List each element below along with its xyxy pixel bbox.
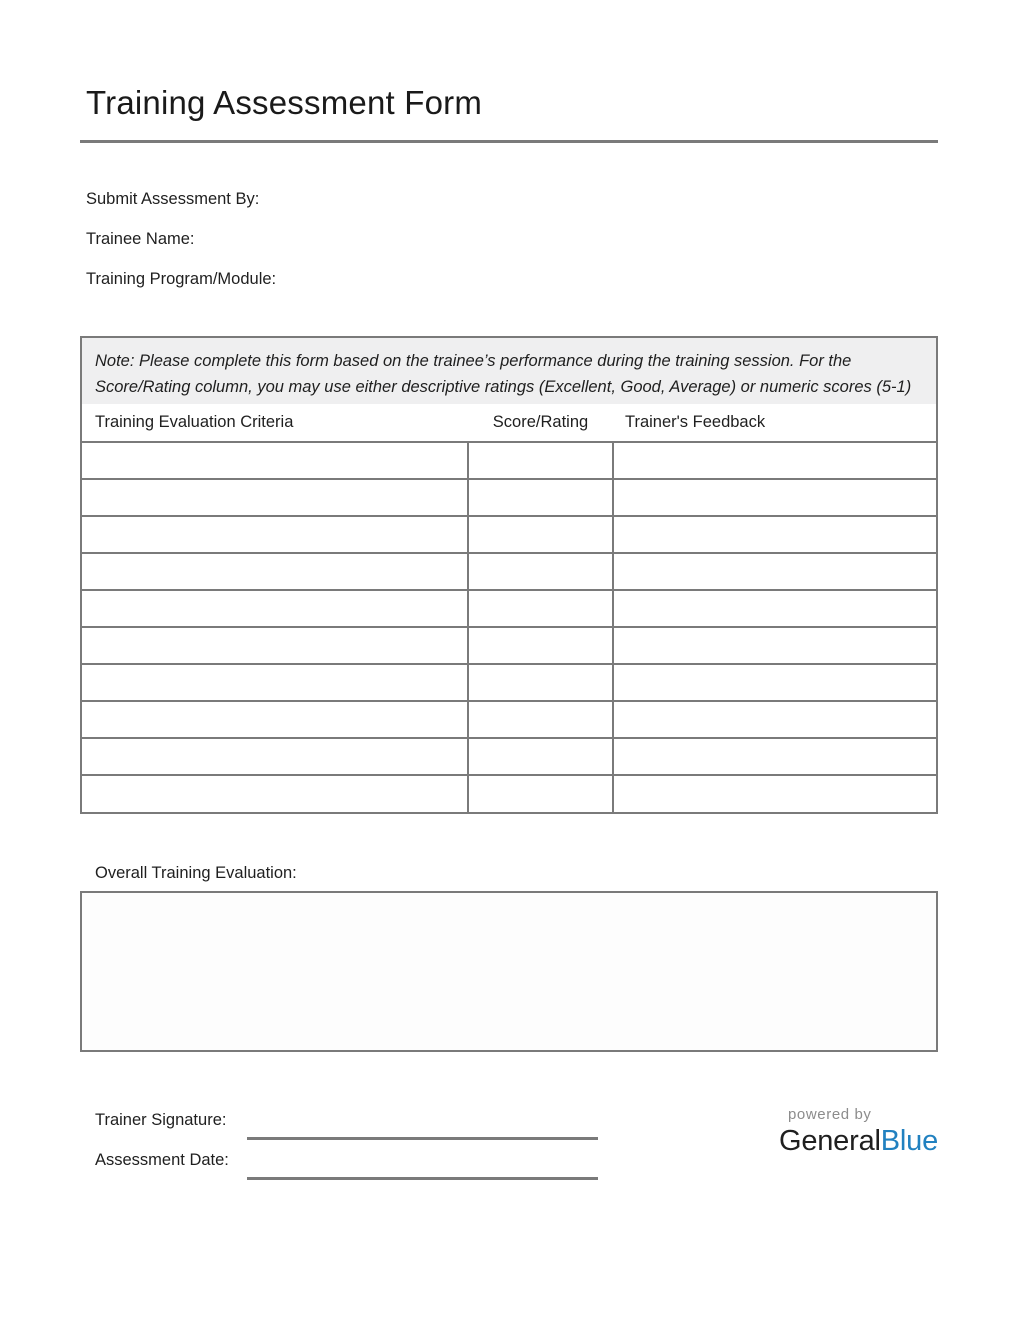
instructions-note: Note: Please complete this form based on the trainee’s performance during the training session. For the Score/Rating column, you may use either descriptive ratings (Excellent, Good, Average) or numeric scores (5-1) <box>82 338 936 404</box>
brand-blue-text: Blue <box>880 1125 938 1157</box>
criteria-cell[interactable] <box>82 442 468 479</box>
trainers-feedback-cell[interactable] <box>613 479 936 516</box>
field-label: Training Program/Module: <box>86 270 277 288</box>
table-row <box>82 516 936 553</box>
criteria-cell[interactable] <box>82 738 468 775</box>
header-fields <box>86 190 938 289</box>
score-rating-cell[interactable] <box>468 479 613 516</box>
trainer-signature-label: Trainer Signature: <box>95 1110 227 1129</box>
evaluation-section <box>80 336 938 814</box>
score-rating-cell[interactable] <box>468 775 613 812</box>
score-rating-cell[interactable] <box>468 627 613 664</box>
score-rating-cell[interactable] <box>468 516 613 553</box>
powered-by-text: powered by <box>787 1106 872 1123</box>
assessment-date-line[interactable] <box>247 1150 598 1180</box>
trainer-signature-row <box>95 1100 598 1140</box>
table-row <box>82 590 936 627</box>
criteria-cell[interactable] <box>82 775 468 812</box>
trainers-feedback-cell[interactable] <box>613 442 936 479</box>
table-row <box>82 553 936 590</box>
generalblue-wordmark <box>779 1124 938 1158</box>
header-score-rating: Score/Rating <box>492 413 589 431</box>
evaluation-table-body <box>82 442 936 812</box>
signature-block <box>95 1100 598 1180</box>
overall-evaluation-label: Overall Training Evaluation: <box>95 864 297 882</box>
score-rating-cell[interactable] <box>468 738 613 775</box>
brand-logo <box>779 1100 938 1158</box>
field-trainee-name <box>86 230 938 249</box>
trainers-feedback-cell[interactable] <box>613 627 936 664</box>
trainers-feedback-cell[interactable] <box>613 590 936 627</box>
table-row <box>82 701 936 738</box>
table-header-row <box>82 404 936 442</box>
overall-evaluation-box[interactable] <box>80 891 938 1052</box>
field-label: Trainee Name: <box>86 230 195 248</box>
trainers-feedback-cell[interactable] <box>613 738 936 775</box>
table-row <box>82 738 936 775</box>
criteria-cell[interactable] <box>82 664 468 701</box>
criteria-cell[interactable] <box>82 516 468 553</box>
criteria-cell[interactable] <box>82 627 468 664</box>
assessment-date-label: Assessment Date: <box>95 1150 229 1169</box>
footer <box>80 1100 938 1180</box>
table-row <box>82 627 936 664</box>
page-title: Training Assessment Form <box>86 84 483 121</box>
score-rating-cell[interactable] <box>468 442 613 479</box>
trainers-feedback-cell[interactable] <box>613 553 936 590</box>
trainers-feedback-cell[interactable] <box>613 664 936 701</box>
criteria-cell[interactable] <box>82 590 468 627</box>
field-label: Submit Assessment By: <box>86 190 260 208</box>
trainers-feedback-cell[interactable] <box>613 775 936 812</box>
score-rating-cell[interactable] <box>468 553 613 590</box>
score-rating-cell[interactable] <box>468 664 613 701</box>
score-rating-cell[interactable] <box>468 701 613 738</box>
field-submit-assessment-by <box>86 190 938 209</box>
criteria-cell[interactable] <box>82 479 468 516</box>
table-row <box>82 664 936 701</box>
criteria-cell[interactable] <box>82 701 468 738</box>
evaluation-table <box>82 404 936 812</box>
trainer-signature-line[interactable] <box>247 1110 598 1140</box>
field-training-program <box>86 270 938 289</box>
trainers-feedback-cell[interactable] <box>613 701 936 738</box>
table-row <box>82 442 936 479</box>
score-rating-cell[interactable] <box>468 590 613 627</box>
table-row <box>82 775 936 812</box>
assessment-date-row <box>95 1140 598 1180</box>
header-trainers-feedback: Trainer's Feedback <box>625 413 766 431</box>
criteria-cell[interactable] <box>82 553 468 590</box>
brand-general-text: General <box>778 1125 881 1157</box>
table-row <box>82 479 936 516</box>
title-divider <box>80 140 938 143</box>
trainers-feedback-cell[interactable] <box>613 516 936 553</box>
header-training-evaluation-criteria: Training Evaluation Criteria <box>95 413 294 431</box>
